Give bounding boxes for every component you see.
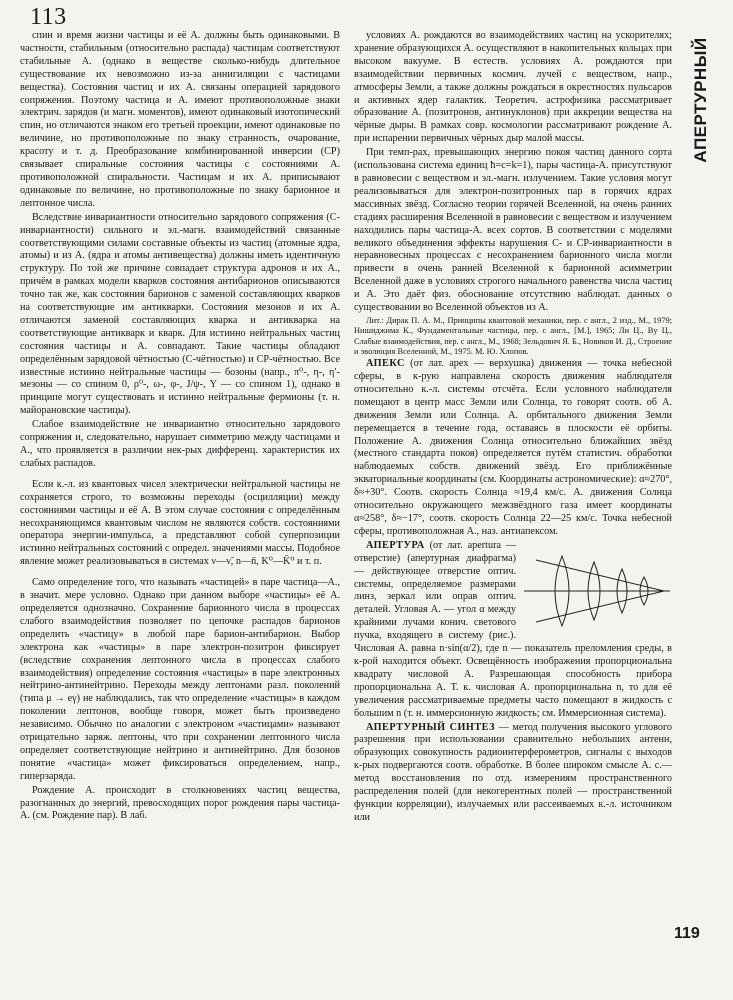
- right-column: [354, 30, 672, 826]
- article-heading: АПЕРТУРНЫЙ СИНТЕЗ: [366, 721, 495, 733]
- article-text: — метод получения высокого углового разрешения при использовании сравнительно небольших антенн, образующих совокупность радиоинтерферометров, сигналы с выходов к-рых подвергаются соотв. обработке. В более широком смысле А. с.— метод восстановления по отд. измерениям пространственного распределения полей (для некогерентных полей — пространственной функции корреляции), излучаемых или рассеиваемых к.-л. источником или: [354, 721, 672, 823]
- paragraph: Слабое взаимодействие не инвариантно относительно зарядового сопряжения и, следовательно, нарушает симметрию между частицами и А., что проявляется в различии нек-рых дифференц. характеристик их слабых распадов.: [20, 419, 340, 469]
- running-head-word: АПЕРТУРНЫЙ: [691, 37, 710, 163]
- paragraph: Вследствие инвариантности относительно зарядового сопряжения (С-инвариантности) сильного и эл.-магн. взаимодействий связанные соответствующими силами составные объекты из частиц (атомные ядра, атомы) и из А. (ядра и атомы антивещества) должны иметь идентичную структуру. По той же причине совпадает структура адронов и их А., причём в рамках модели кварков состояния антибарионов описываются точно так же, как состояния барионов с заменой составляющих кварков на соответствующие им антикварки. Состояния мезонов и их А. отличаются заменой составляющих кварка и антикварка на соответствующие антикварк и кварк. Для истинно нейтральных частиц состояния частицы и А. совпадают. Такие частицы обладают определённым зарядовой чётностью (С-чётностью) и СР-чётностью. Все известные истинно нейтральные частицы — бозоны (напр., π⁰-, η-, η′-мезоны — со спином 0, ρ⁰-, ω-, φ-, J/ψ-, Υ — со спином 1), однако в принципе могут существовать и истинно нейтральные фермионы (т. н. майорановские частицы).: [20, 211, 340, 417]
- article-heading: АПЕРТУРА: [366, 539, 425, 551]
- article-heading: АПЕКС: [366, 358, 405, 370]
- paragraph: При темп-рах, превышающих энергию покоя частиц данного сорта (использована система единиц ħ=c=k=1), пары частица-А. присутствуют в равновесии с веществом и эл.-магн. излучением. Такие условия могут реализовываться для электрон-позитронных пар в горячих ядрах массивных звёзд. Согласно теории горячей Вселенной, на очень ранних стадиях расширения Вселенной в равновесии с веществом и излучением находились пары частица-А. всех сортов. В соответствии с моделями великого объединения эффекты нарушения С- и СР-инвариантности в неравновесных процессах с несохранением барионного числа могли привести в очень ранней Вселенной к барионной асимметрии Вселенной даже в условиях строгого начального равенства числа частиц и А. Это даёт физ. обоснование отсутствию наблюдат. данных о существовании во Вселенной объектов из А.: [354, 147, 672, 314]
- article-apex: [354, 358, 672, 539]
- article-text: (от лат. apex — верхушка) движения — точка небесной сферы, в к-рую направлена скорость движения наблюдателя относительно к.-л. системы отсчёта. Если условного наблюдателя помещают в центр масс Земли или Солнца, то говорят соотв. об А. движения Земли или Солнца. А. орбитального движения Земли перемещается в течение года, оставаясь в плоскости её орбиты. Положение А. движения Солнца относительно ближайших звёзд (местного стандарта покоя) определяется путём статистич. обработки наблюдаемых собств. движений звёзд. Его приближённые экваториальные координаты (см. Координаты астрономические): α≈270°, δ≈+30°. Соотв. скорость Солнца ≈19,4 км/с. А. движения Солнца относительно окружающего межзвёздного газа имеет координаты α≈258°, δ≈−17°, соотв. скорость Солнца 22—25 км/с. Точка небесной сферы, противоположная А., наз. антиапексом.: [354, 358, 673, 537]
- lens-diagram-figure: [522, 542, 672, 640]
- header-page-number: 113: [30, 4, 67, 30]
- paragraph: Если к.-л. из квантовых чисел электрически нейтральной частицы не сохраняется строго, то возможны переходы (осцилляции) между состояниями частицы и её А. В этом случае состояния с определённым несохраняющимся квантовым числом не являются собств. состояниями оператора энергии-импульса, а представляют собой суперпозиции истинно нейтральных состояний с определ. значениями массы. Подобное явление может реализовываться в системах ν—ν̃, n—n̄, K⁰—K̄⁰ и т. п.: [20, 478, 340, 568]
- paragraph: Рождение А. происходит в столкновениях частиц вещества, разогнанных до энергий, превосходящих порог рождения пары частица-А. (см. Рождение пар). В лаб.: [20, 784, 340, 822]
- paragraph: Само определение того, что называть «частицей» в паре частица—А., в значит. мере условно. Однако при данном выборе «частицы» её А. определяется однозначно. Сохранение барионного числа в процессах слабого взаимодействия позволяет по цепочке распадов барионов определить «частицу» в любой паре барион-антибарион. Выбор электрона как «частицы» в паре электрон-позитрон фиксирует (вследствие сохранения лептонного числа в процессах слабого взаимодействия) определение состояния «частицы» в паре электронных нейтрино-антинейтрино. Переходы между лептонами разл. поколений (типа μ → eγ) не наблюдались, так что определение «частицы» в каждом поколении лептонов, вообще говоря, может быть произведено независимо. Обычно по аналогии с электроном «частицами» называют отрицательно заряж. лептоны, что при сохранении лептонного числа определяет соответствующие нейтрино и антинейтрино. Для бозонов понятие «частица» может фиксироваться определением, напр., гиперзаряда.: [20, 577, 340, 782]
- article-aperture-synthesis: [354, 722, 672, 825]
- literature-text: Лит.: Дирак П. А. М., Принципы квантовой механики, пер. с англ., 2 изд., М., 1979; Нишиджима К., Фундаментальные частицы, пер. с англ., [М.], 1965; Ли Ц., By Ц., Слабые взаимодействия, пер. с англ., М., 1968; Зельдович Я. Б., Новиков И. Д., Строение и эволюция Вселенной, М., 1975.: [354, 315, 673, 356]
- running-head-sidebar: [681, 35, 721, 165]
- article-text: (от лат. apertura — отверстие) (апертурная диафрагма) — действующее отверстие оптич. системы, определяемое размерами линз, зеркал или оправ оптич. деталей. Угловая А. — угол α между крайними лучами конич. светового пучка, входящего в систему (рис.). Числовая А. равна n·sin(α/2), где n — показатель преломления среды, в к-рой находится объект. Освещённость изображения пропорциональна квадрату числовой А. Разрешающая способность прибора пропорциональна А. Т. к. числовая А. пропорциональна n, то для её увеличения рассматриваемые предметы часто помещают в жидкость с большим n (т. н. иммерсионную жидкость; см. Иммерсионная система).: [354, 539, 672, 719]
- paragraph: спин и время жизни частицы и её А. должны быть одинаковыми. В частности, стабильным (относительно распада) частицам соответствуют стабильные А. (однако в веществе сколько-нибудь длительное существование их невозможно из-за аннигиляции с частицами вещества). Состояния частиц и их А. связаны операцией зарядового сопряжения. Поэтому частица и А. имеют противоположные знаки электрич. зарядов (и магн. моментов), имеют одинаковый изотопический спин, но отличаются знаком его третьей проекции, имеют одинаковые по величине, но противоположные по знаку странность, очарование, красоту и т. д. Преобразование комбинированной инверсии (СР) связывает спиральные состояния частицы с состояниями А. противоположной спиральности. Частицам и их А. приписывают одинаковые по величине, но противоположные по знаку барионное и лептонное числа.: [20, 30, 340, 209]
- left-column: [20, 30, 340, 824]
- footer-page-number: 119: [674, 925, 700, 942]
- literature-author: М. Ю. Хлопов.: [475, 346, 529, 356]
- paragraph: условиях А. рождаются во взаимодействиях частиц на ускорителях; хранение образующихся А. осуществляют в накопительных кольцах при высоком вакууме. В естеств. условиях А. рождаются при взаимодействии первичных космич. лучей с веществом, напр., атмосферы Земли, а также должны рождаться в окрестностях пульсаров и активных ядер галактик. Теоретич. астрофизика рассматривает образование А. (позитронов, антинуклонов) при аккреции вещества на чёрные дыры. В рамках совр. космологии рассматривают рождение А. при испарении первичных чёрных дыр малой массы.: [354, 30, 672, 145]
- literature-list: [354, 316, 672, 357]
- article-aperture: [354, 540, 672, 721]
